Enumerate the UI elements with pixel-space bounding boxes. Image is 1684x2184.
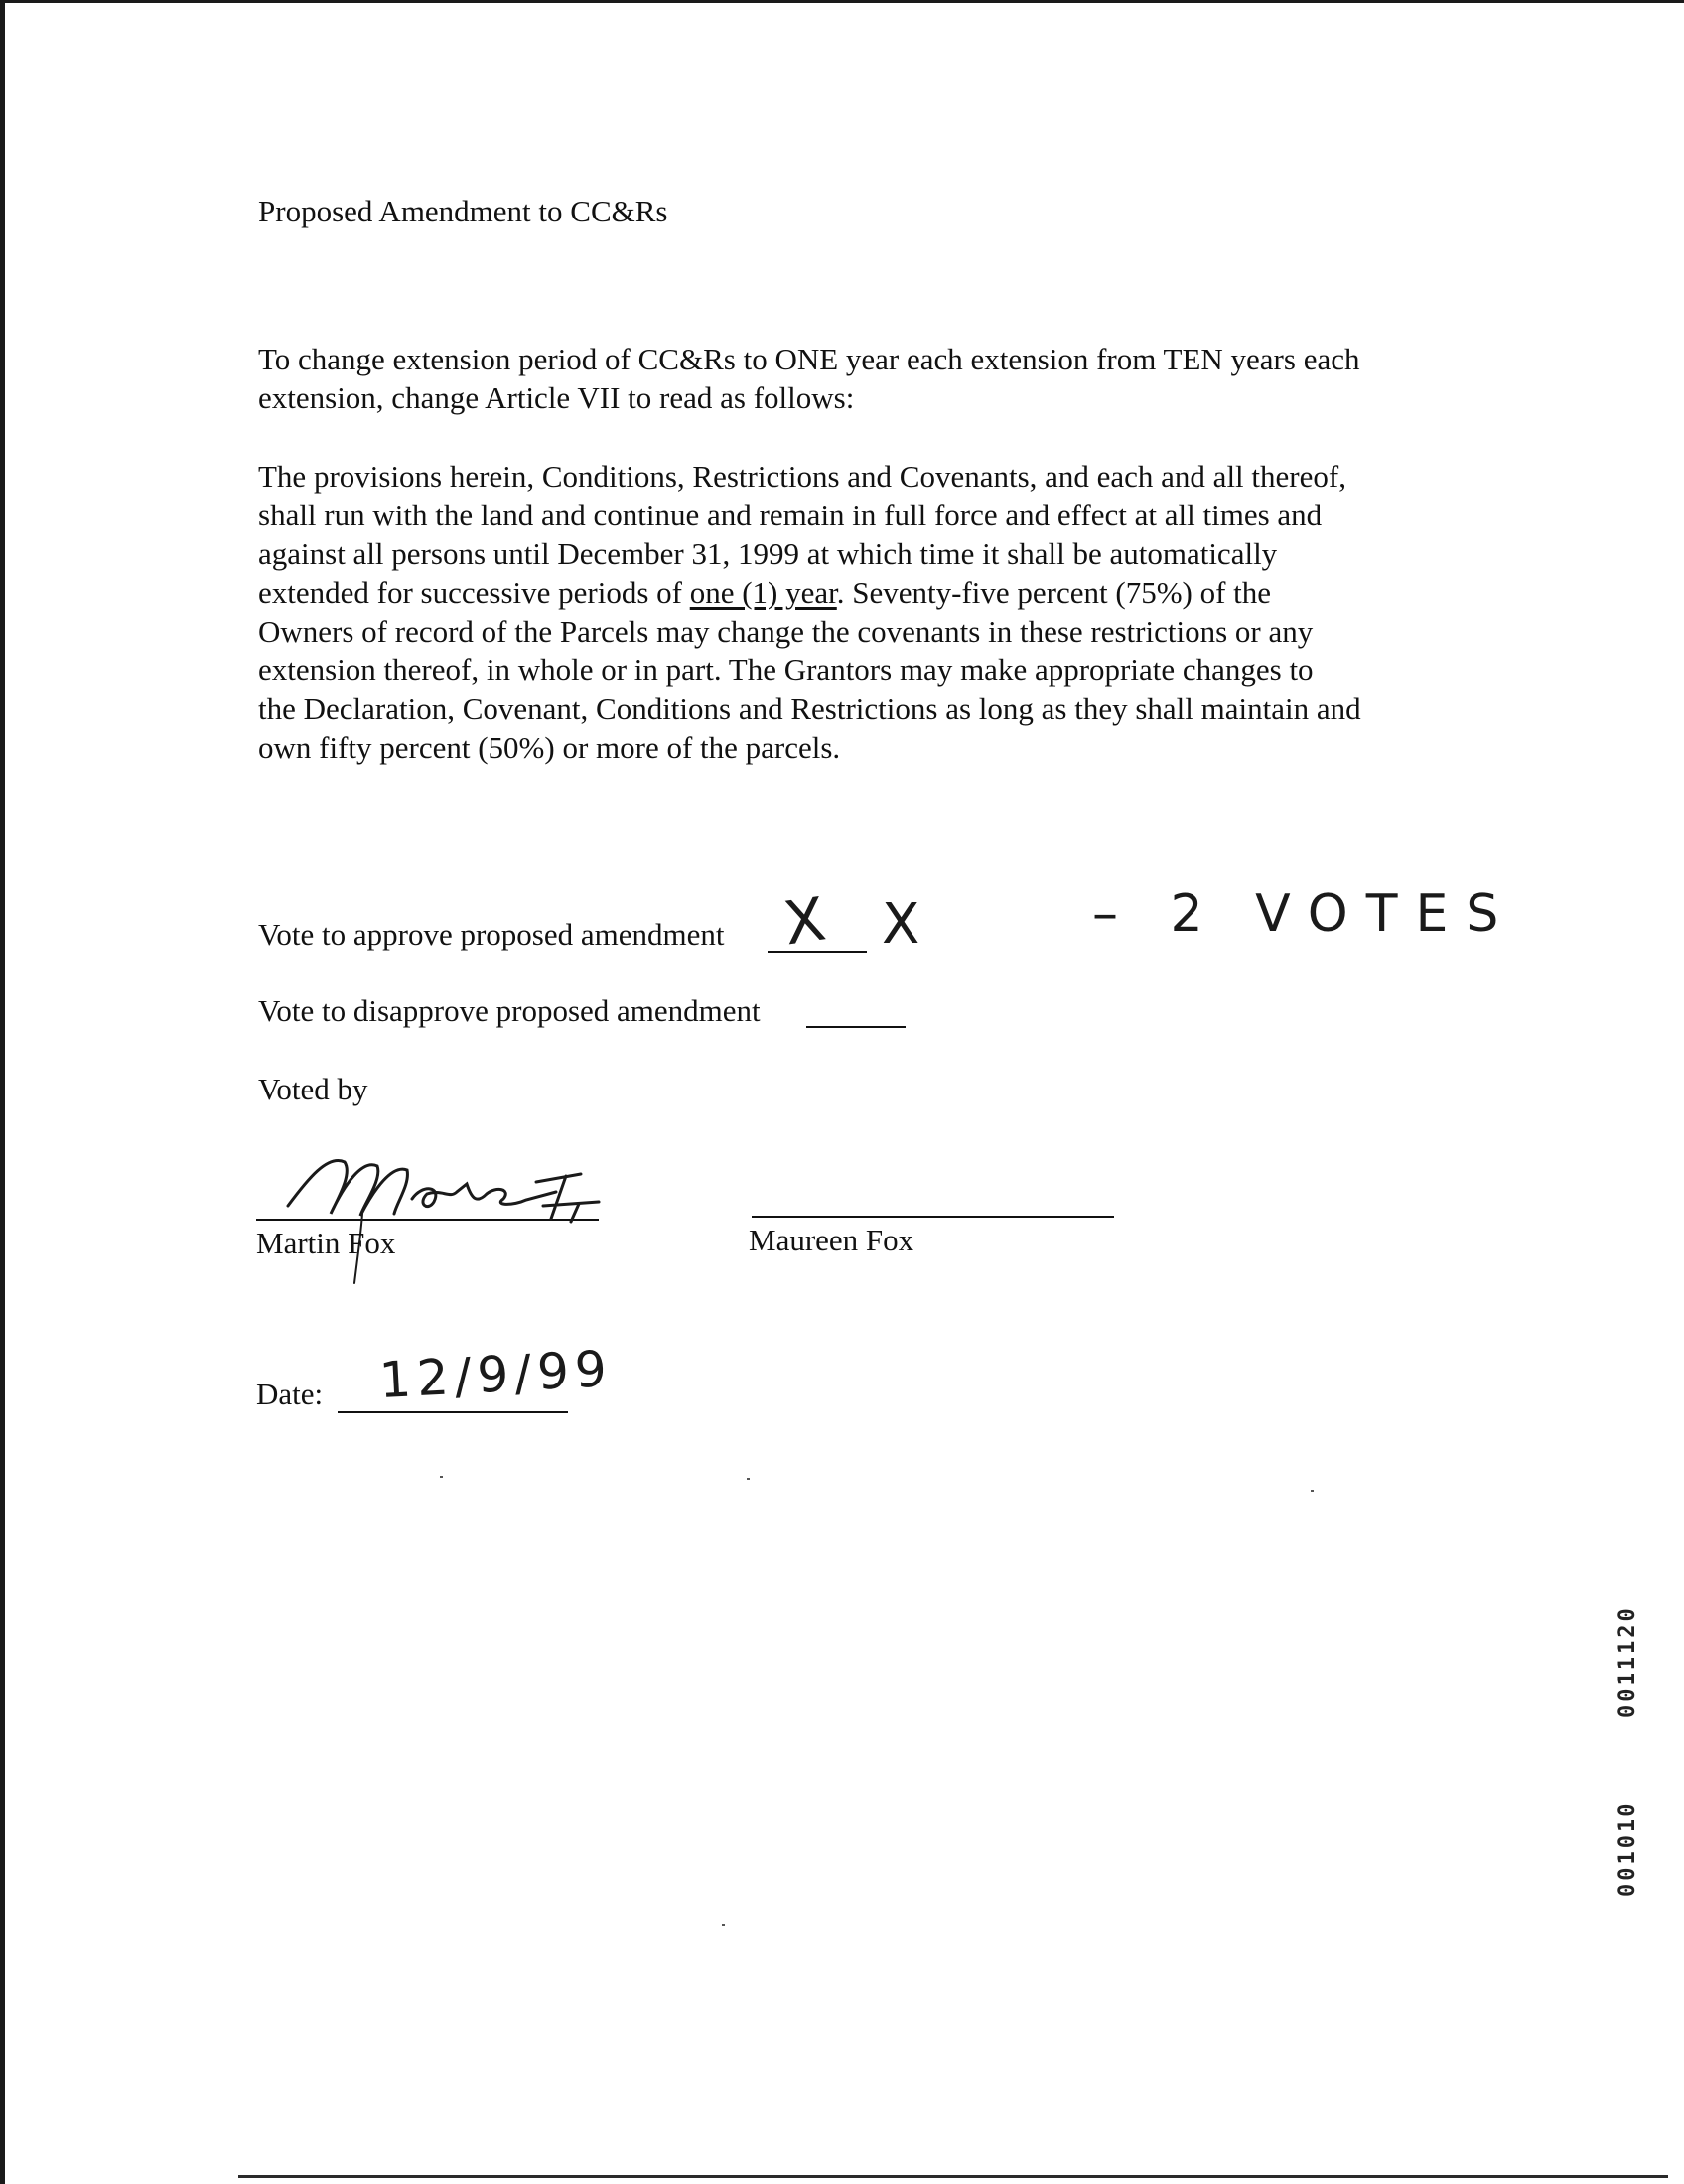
voted-by-label: Voted by xyxy=(258,1072,368,1106)
extension-period: one (1) year xyxy=(689,575,837,610)
intro-line: To change extension period of CC&Rs to ONE year each extension from TEN years each xyxy=(258,342,1360,376)
intro-paragraph xyxy=(258,340,1359,417)
body-line xyxy=(258,573,1361,612)
body-line: The provisions herein, Conditions, Restrictions and Covenants, and each and all thereof, xyxy=(258,459,1346,494)
date-label: Date: xyxy=(256,1377,324,1411)
vote-disapprove-label: Vote to disapprove proposed amendment xyxy=(258,993,761,1028)
scan-border-top xyxy=(0,0,1684,3)
approve-mark: X xyxy=(779,884,830,959)
body-line-post: . Seventy-five percent (75%) of the xyxy=(836,575,1272,610)
scan-speck xyxy=(747,1478,750,1480)
bates-stamp-line-2: 001010 xyxy=(1615,1800,1640,1897)
bates-stamp xyxy=(1615,1559,1655,1897)
date-blank-line[interactable] xyxy=(338,1411,568,1413)
signer-2-name: Maureen Fox xyxy=(749,1223,914,1257)
handwritten-vote-note: – 2 VOTES xyxy=(1092,884,1517,944)
scan-border-left xyxy=(0,0,5,2184)
body-line: shall run with the land and continue and remain in full force and effect at all times and xyxy=(258,498,1323,532)
scan-speck xyxy=(1311,1490,1314,1492)
body-line: extension thereof, in whole or in part. The Grantors may make appropriate changes to xyxy=(258,653,1314,687)
vote-approve-label: Vote to approve proposed amendment xyxy=(258,917,725,951)
body-line: own fifty percent (50%) or more of the parcels. xyxy=(258,730,841,765)
body-line: Owners of record of the Parcels may change the covenants in these restrictions or any xyxy=(258,614,1314,649)
body-line: against all persons until December 31, 1999 at which time it shall be automatically xyxy=(258,536,1278,571)
disapprove-blank-line[interactable] xyxy=(806,1026,906,1028)
martin-fox-signature xyxy=(283,1144,621,1293)
body-line: the Declaration, Covenant, Conditions and Restrictions as long as they shall maintain and xyxy=(258,691,1361,726)
scan-border-bottom xyxy=(238,2175,1668,2178)
signature-line-2[interactable] xyxy=(752,1216,1114,1218)
document-title: Proposed Amendment to CC&Rs xyxy=(258,194,668,228)
scan-speck xyxy=(440,1476,443,1478)
body-line-pre: extended for successive periods of xyxy=(258,575,690,610)
signer-1-name: Martin Fox xyxy=(256,1226,396,1260)
scan-speck xyxy=(722,1924,725,1926)
intro-line: extension, change Article VII to read as follows: xyxy=(258,380,855,415)
approve-mark-extra: X xyxy=(882,892,920,956)
bates-stamp-line-1: 0011120 xyxy=(1615,1605,1640,1718)
amendment-paragraph xyxy=(258,457,1361,767)
date-value: 12/9/99 xyxy=(377,1339,615,1410)
